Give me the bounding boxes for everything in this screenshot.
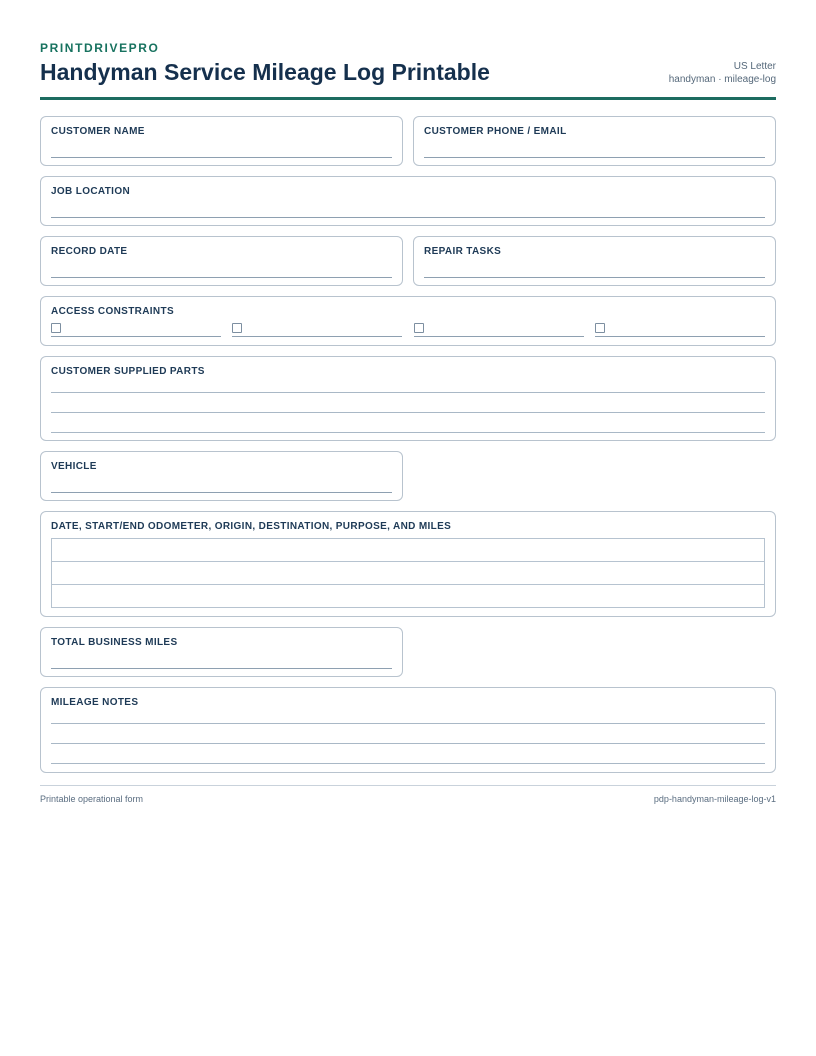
customer-supplied-parts-field[interactable] (40, 356, 776, 441)
checkbox[interactable] (232, 323, 242, 333)
write-line[interactable] (424, 277, 765, 278)
field-label: DATE, START/END ODOMETER, ORIGIN, DESTINATION, PURPOSE, AND MILES (51, 521, 452, 532)
access-constraint-option[interactable] (414, 323, 584, 337)
job-location-field[interactable] (40, 176, 776, 226)
footer-form-id: pdp-handyman-mileage-log-v1 (653, 794, 776, 804)
write-line[interactable] (424, 157, 765, 158)
access-constraint-option[interactable] (232, 323, 402, 337)
record-date-field[interactable] (40, 236, 403, 286)
write-line[interactable] (51, 277, 392, 278)
write-line[interactable] (51, 432, 765, 433)
write-line[interactable] (51, 336, 221, 337)
field-label: JOB LOCATION (51, 186, 131, 197)
write-line[interactable] (414, 336, 584, 337)
field-label: CUSTOMER NAME (51, 126, 145, 137)
document-tags: handyman · mileage-log (668, 74, 776, 85)
write-line[interactable] (595, 336, 765, 337)
repair-tasks-field[interactable] (413, 236, 776, 286)
table-row (52, 585, 765, 608)
access-constraint-option[interactable] (595, 323, 765, 337)
paper-size: US Letter (733, 61, 776, 72)
table-cell[interactable] (52, 562, 765, 585)
footer-rule (40, 785, 776, 786)
write-line[interactable] (51, 412, 765, 413)
access-constraint-option[interactable] (51, 323, 221, 337)
write-line[interactable] (51, 723, 765, 724)
access-constraints-field (40, 296, 776, 346)
mileage-notes-field[interactable] (40, 687, 776, 773)
write-line[interactable] (51, 763, 765, 764)
field-label: CUSTOMER SUPPLIED PARTS (51, 366, 205, 377)
write-line[interactable] (232, 336, 402, 337)
checkbox[interactable] (595, 323, 605, 333)
field-label: REPAIR TASKS (424, 246, 502, 257)
table-cell[interactable] (52, 539, 765, 562)
field-label: MILEAGE NOTES (51, 697, 139, 708)
field-label: ACCESS CONSTRAINTS (51, 306, 174, 317)
table-row (52, 562, 765, 585)
write-line[interactable] (51, 217, 765, 218)
vehicle-field[interactable] (40, 451, 403, 501)
field-label: VEHICLE (51, 461, 97, 472)
write-line[interactable] (51, 492, 392, 493)
brand-name: PRINTDRIVEPRO (40, 41, 160, 55)
checkbox[interactable] (51, 323, 61, 333)
write-line[interactable] (51, 157, 392, 158)
field-label: TOTAL BUSINESS MILES (51, 637, 178, 648)
customer-contact-field[interactable] (413, 116, 776, 166)
customer-name-field[interactable] (40, 116, 403, 166)
field-label: RECORD DATE (51, 246, 128, 257)
write-line[interactable] (51, 392, 765, 393)
checkbox[interactable] (414, 323, 424, 333)
document-meta (669, 60, 776, 86)
table-row (52, 539, 765, 562)
footer-left-text: Printable operational form (40, 794, 144, 804)
field-label: CUSTOMER PHONE / EMAIL (424, 126, 567, 137)
header-rule (40, 97, 776, 100)
page-title: Handyman Service Mileage Log Printable (40, 59, 490, 85)
trip-log-field (40, 511, 776, 617)
write-line[interactable] (51, 743, 765, 744)
trip-log-table (51, 538, 765, 608)
total-business-miles-field[interactable] (40, 627, 403, 677)
table-cell[interactable] (52, 585, 765, 608)
write-line[interactable] (51, 668, 392, 669)
